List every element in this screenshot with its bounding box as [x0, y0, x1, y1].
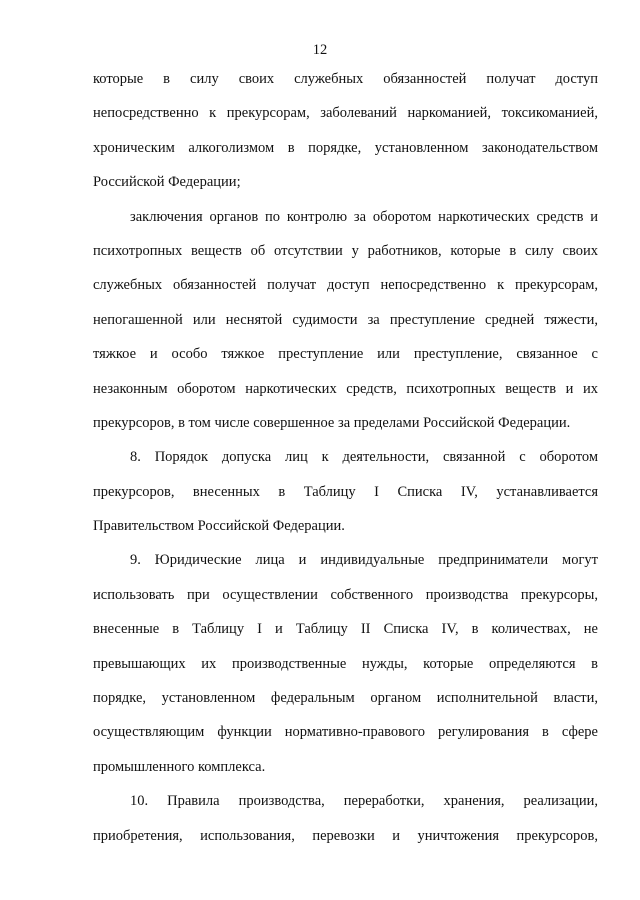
text-line: порядке, установленном федеральным органом исполнительной власти,	[93, 690, 598, 707]
text-line: осуществляющим функции нормативно-правового регулирования в сфере	[93, 724, 598, 741]
text-line: Российской Федерации;	[93, 174, 241, 191]
text-line: 8. Порядок допуска лиц к деятельности, связанной с оборотом	[130, 449, 598, 466]
text-line: которые в силу своих служебных обязанностей получат доступ	[93, 71, 598, 87]
text-line: промышленного комплекса.	[93, 758, 266, 775]
text-line: тяжкое и особо тяжкое преступление или преступление, связанное с	[93, 346, 598, 363]
text-line: хроническим алкоголизмом в порядке, установленном законодательством	[93, 139, 598, 156]
text-line: превышающих их производственные нужды, которые определяются в	[93, 655, 598, 672]
document-body	[93, 62, 598, 853]
text-line: заключения органов по контролю за оборотом наркотических средств и	[130, 208, 598, 225]
text-line: использовать при осуществлении собственного производства прекурсоры,	[93, 586, 598, 603]
page-number: 12	[312, 42, 328, 58]
text-line: непогашенной или неснятой судимости за преступление средней тяжести,	[93, 311, 598, 328]
text-line: непосредственно к прекурсорам, заболеваний наркоманией, токсикоманией,	[93, 105, 598, 122]
text-line: приобретения, использования, перевозки и уничтожения прекурсоров,	[93, 827, 598, 844]
text-line: 10. Правила производства, переработки, хранения, реализации,	[130, 793, 598, 810]
text-line: прекурсоров, в том числе совершенное за пределами Российской Федерации.	[93, 414, 571, 431]
text-line: Правительством Российской Федерации.	[93, 518, 345, 535]
text-line: психотропных веществ об отсутствии у работников, которые в силу своих	[93, 242, 598, 259]
text-line: 9. Юридические лица и индивидуальные предприниматели могут	[130, 552, 598, 569]
text-line: незаконным оборотом наркотических средств, психотропных веществ и их	[93, 380, 598, 397]
text-line: служебных обязанностей получат доступ непосредственно к прекурсорам,	[93, 277, 598, 294]
text-line: внесенные в Таблицу I и Таблицу II Списка IV, в количествах, не	[93, 621, 598, 638]
text-line: прекурсоров, внесенных в Таблицу I Списка IV, устанавливается	[93, 483, 598, 500]
